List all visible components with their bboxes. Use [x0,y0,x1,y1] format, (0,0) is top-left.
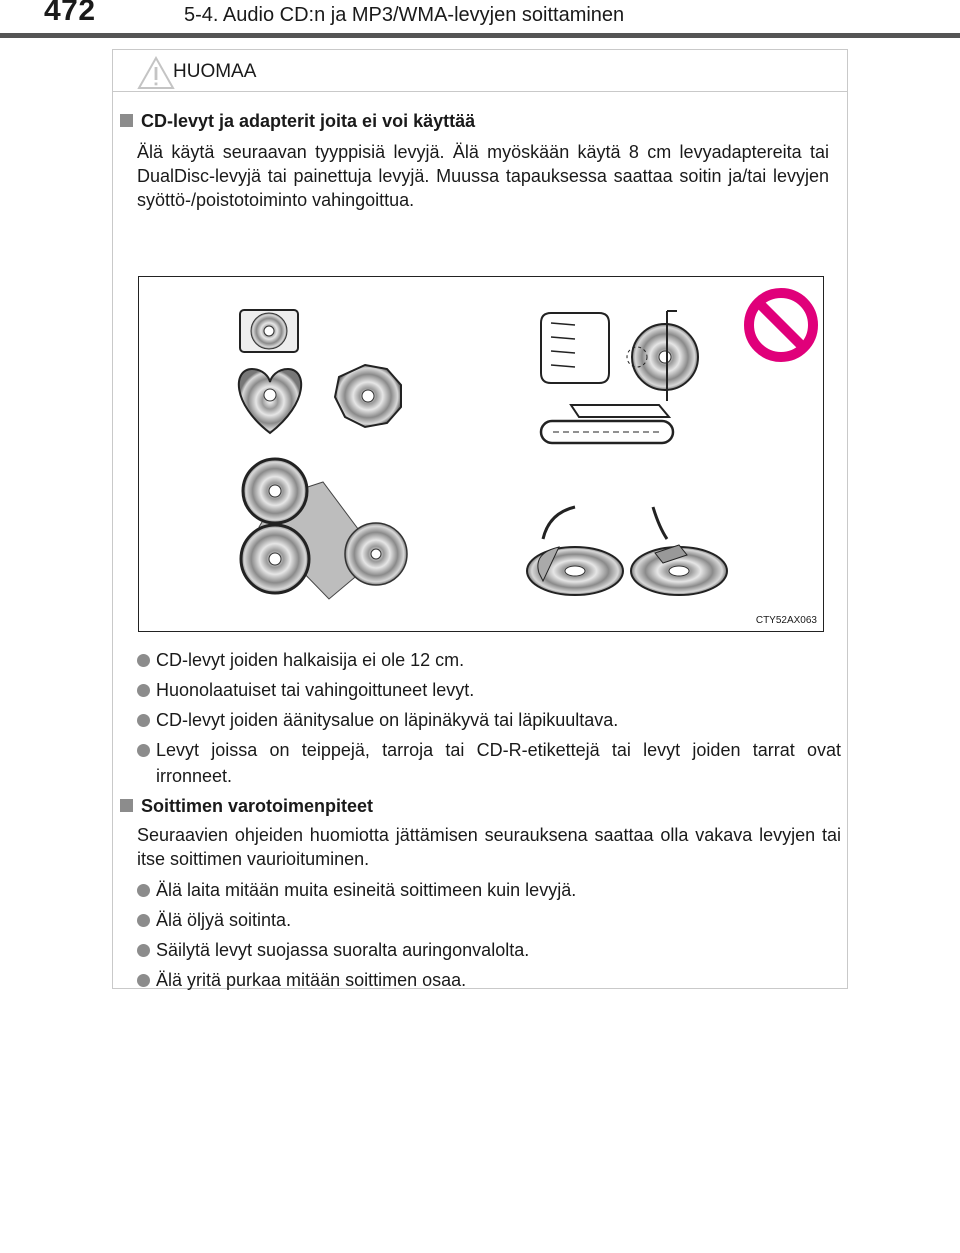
disc-drawing [139,277,825,633]
round-bullet-icon [137,974,150,987]
list-item: Säilytä levyt suojassa suoralta auringonvalolta. [137,937,841,963]
adapter-disc-icon [241,459,407,599]
header-rule [0,33,960,38]
caution-header [113,50,847,92]
round-bullet-icon [137,654,150,667]
round-bullet-icon [137,914,150,927]
list-item: Älä yritä purkaa mitään soittimen osaa. [137,967,841,993]
square-bullet-icon [120,799,133,812]
caution-title: HUOMAA [173,61,257,82]
list-item: Älä öljyä soitinta. [137,907,841,933]
section-text-unusable-discs: Älä käytä seuraavan tyyppisiä levyjä. Älä myöskään käytä 8 cm levyadaptereita tai DualDisc-levyjä tai painettuja levyjä. Muussa tapauksessa saattaa soitin ja/tai levyjen syöttö-/poistotoiminto vahingoittua. [137,142,829,210]
section-heading-text: CD-levyt ja adapterit joita ei voi käyttää [141,111,476,131]
list-item: Levyt joissa on teippejä, tarroja tai CD-R-etikettejä tai levyt joiden tarrat ovat irronneet. [137,737,841,789]
polygon-disc-icon [335,365,401,427]
round-bullet-icon [137,744,150,757]
page-number: 472 [44,0,96,27]
square-bullet-icon [120,114,133,127]
section-text-player-precautions: Seuraavien ohjeiden huomiotta jättämisen seurauksena saattaa olla vakava levyjen tai itse soittimen vaurioituminen. [137,825,841,869]
round-bullet-icon [137,714,150,727]
page-header [0,0,960,40]
section-title: 5-4. Audio CD:n ja MP3/WMA-levyjen soittaminen [184,4,625,26]
caution-box [112,49,848,989]
heart-disc-icon [239,369,301,433]
list-item: CD-levyt joiden halkaisija ei ole 12 cm. [137,647,841,673]
round-bullet-icon [137,884,150,897]
list-item: CD-levyt joiden äänitysalue on läpinäkyvä tai läpikuultava. [137,707,841,733]
section-heading-text: Soittimen varotoimenpiteet [141,796,374,816]
list-item: Huonolaatuiset tai vahingoittuneet levyt. [137,677,841,703]
warning-triangle-icon [137,56,175,90]
peeling-label-disc-icon [527,507,727,595]
section-heading-player-precautions [120,796,373,817]
prohibited-icon [749,293,813,357]
disc-illustration [138,276,824,632]
square-disc-icon [240,310,298,352]
round-bullet-icon [137,944,150,957]
round-bullet-icon [137,684,150,697]
figure-code: CTY52AX063 [755,615,817,626]
section-heading-unusable-discs [120,111,475,132]
transparent-disc-icon [541,311,698,443]
list-item: Älä laita mitään muita esineitä soittimeen kuin levyjä. [137,877,841,903]
